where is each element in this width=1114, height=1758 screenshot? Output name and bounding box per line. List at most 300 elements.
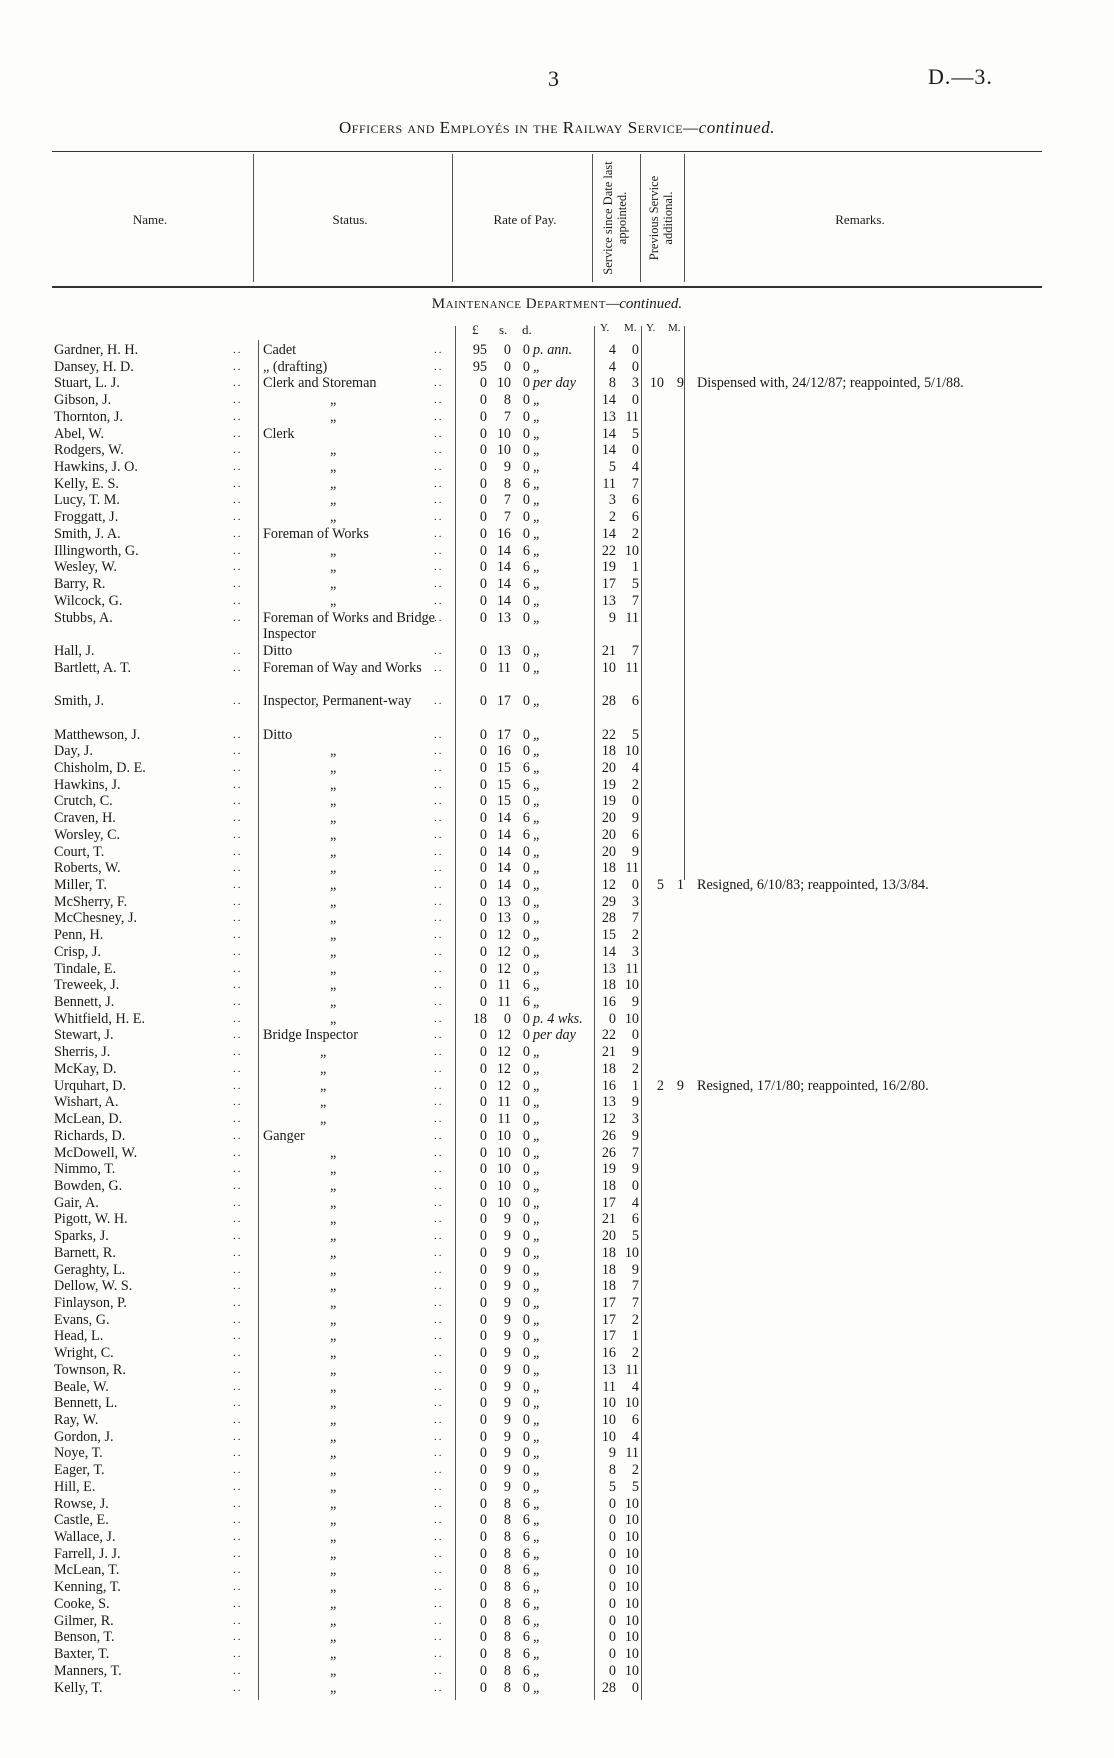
pay-pounds: 0	[479, 1679, 487, 1696]
pay-shillings: 14	[496, 576, 511, 593]
service-years: 8	[608, 375, 616, 392]
employee-name: Manners, T.	[54, 1662, 122, 1679]
employee-name: Lucy, T. M.	[54, 492, 120, 509]
leader-dots: ..	[434, 1213, 444, 1226]
employee-status: „	[330, 1010, 337, 1027]
pay-pence: 0	[522, 408, 530, 425]
leader-dots: ..	[434, 1079, 444, 1092]
service-years: 4	[608, 358, 616, 375]
employee-name: Evans, G.	[54, 1311, 110, 1328]
service-months: 11	[625, 1361, 639, 1378]
table-row	[0, 1613, 1114, 1630]
table-row	[0, 342, 1114, 359]
employee-name: McLean, D.	[54, 1111, 123, 1128]
table-row	[0, 1479, 1114, 1496]
pay-period: „	[533, 759, 541, 776]
pay-pounds: 0	[479, 1378, 487, 1395]
pay-period: „	[533, 1311, 541, 1328]
service-years: 10	[601, 1395, 616, 1412]
table-row	[0, 426, 1114, 443]
service-years: 26	[601, 1127, 616, 1144]
service-years: 16	[601, 1077, 616, 1094]
leader-dots: ..	[434, 511, 444, 524]
pay-shillings: 9	[503, 1211, 511, 1228]
leader-dots: ..	[434, 945, 444, 958]
leader-dots: ..	[233, 795, 243, 808]
service-months: 6	[631, 492, 639, 509]
employee-name: Gordon, J.	[54, 1428, 114, 1445]
pay-period: „	[533, 1612, 541, 1629]
service-years: 17	[601, 1294, 616, 1311]
service-months: 4	[631, 759, 639, 776]
service-years: 17	[601, 1328, 616, 1345]
leader-dots: ..	[233, 912, 243, 925]
service-years: 9	[608, 609, 616, 626]
employee-status: „	[330, 542, 337, 559]
table-row	[0, 1111, 1114, 1128]
service-years: 28	[601, 1679, 616, 1696]
service-months: 1	[631, 559, 639, 576]
pay-shillings: 9	[503, 459, 511, 476]
service-months: 9	[631, 1127, 639, 1144]
previous-years: 10	[649, 375, 664, 392]
service-years: 21	[601, 642, 616, 659]
table-row	[0, 793, 1114, 810]
pay-period: „	[533, 1478, 541, 1495]
leader-dots: ..	[434, 1313, 444, 1326]
leader-dots: ..	[233, 1447, 243, 1460]
leader-dots: ..	[233, 745, 243, 758]
leader-dots: ..	[434, 1631, 444, 1644]
table-row	[0, 1094, 1114, 1111]
leader-dots: ..	[434, 1430, 444, 1443]
header-divider	[253, 154, 254, 282]
service-months: 3	[631, 893, 639, 910]
table-row	[0, 743, 1114, 760]
leader-dots: ..	[233, 594, 243, 607]
service-months: 11	[625, 609, 639, 626]
table-row	[0, 1262, 1114, 1279]
header-top-rule	[52, 151, 1042, 152]
employee-name: Hawkins, J.	[54, 776, 121, 793]
employee-name: Bowden, G.	[54, 1177, 123, 1194]
table-row	[0, 910, 1114, 927]
service-years: 0	[608, 1612, 616, 1629]
table-row	[0, 1562, 1114, 1579]
service-years: 20	[601, 810, 616, 827]
table-row	[0, 1646, 1114, 1663]
leader-dots: ..	[434, 1664, 444, 1677]
pay-shillings: 8	[503, 1612, 511, 1629]
employee-name: Bartlett, A. T.	[54, 659, 132, 676]
pay-shillings: 11	[497, 1111, 511, 1128]
employee-status: „	[330, 475, 337, 492]
leader-dots: ..	[434, 1146, 444, 1159]
service-years: 13	[601, 1094, 616, 1111]
pay-pence: 0	[522, 1094, 530, 1111]
service-years: 28	[601, 693, 616, 710]
service-years: 19	[601, 1161, 616, 1178]
pay-pence: 0	[522, 860, 530, 877]
unit-previous-years: Y.	[646, 322, 656, 334]
employee-name: Dansey, H. D.	[54, 358, 134, 375]
service-years: 18	[601, 977, 616, 994]
pay-shillings: 11	[497, 1094, 511, 1111]
leader-dots: ..	[233, 1029, 243, 1042]
employee-name: Geraghty, L.	[54, 1261, 126, 1278]
leader-dots: ..	[233, 461, 243, 474]
employee-name: Kelly, E. S.	[54, 475, 119, 492]
pay-shillings: 9	[503, 1361, 511, 1378]
pay-pence: 0	[522, 509, 530, 526]
pay-period: „	[533, 1462, 541, 1479]
service-months: 0	[631, 1027, 639, 1044]
pay-period: p. ann.	[533, 342, 573, 358]
service-years: 14	[601, 442, 616, 459]
remarks: Dispensed with, 24/12/87; reappointed, 5/1/88.	[697, 375, 964, 392]
leader-dots: ..	[434, 1447, 444, 1460]
leader-dots: ..	[434, 1497, 444, 1510]
pay-shillings: 12	[496, 960, 511, 977]
pay-period: „	[533, 358, 541, 375]
title-main: Officers and Employés in the Railway Service	[339, 118, 684, 137]
employee-name: Whitfield, H. E.	[54, 1010, 146, 1027]
pay-pounds: 0	[479, 1428, 487, 1445]
service-months: 1	[631, 1077, 639, 1094]
leader-dots: ..	[233, 1096, 243, 1109]
pay-shillings: 11	[497, 994, 511, 1011]
pay-shillings: 9	[503, 1328, 511, 1345]
pay-period: „	[533, 693, 541, 710]
service-months: 9	[631, 1161, 639, 1178]
table-row	[0, 1161, 1114, 1178]
pay-shillings: 12	[496, 1027, 511, 1044]
leader-dots: ..	[434, 745, 444, 758]
pay-pounds: 0	[479, 693, 487, 710]
pay-pence: 0	[522, 592, 530, 609]
service-months: 5	[631, 1228, 639, 1245]
pay-pounds: 0	[479, 893, 487, 910]
leader-dots: ..	[434, 394, 444, 407]
leader-dots: ..	[233, 1330, 243, 1343]
pay-pence: 0	[522, 843, 530, 860]
pay-period: „	[533, 1629, 541, 1646]
column-header-previous: Previous Service additional.	[647, 175, 675, 261]
pay-pounds: 0	[479, 1244, 487, 1261]
employee-status: „	[330, 759, 337, 776]
pay-shillings: 9	[503, 1244, 511, 1261]
header-divider	[640, 154, 641, 282]
pay-pounds: 0	[479, 392, 487, 409]
service-months: 11	[625, 860, 639, 877]
employee-name: Head, L.	[54, 1328, 104, 1345]
pay-period: „	[533, 1378, 541, 1395]
leader-dots: ..	[233, 410, 243, 423]
service-months: 4	[631, 459, 639, 476]
leader-dots: ..	[233, 561, 243, 574]
pay-pounds: 0	[479, 977, 487, 994]
leader-dots: ..	[233, 444, 243, 457]
employee-status: Inspector, Permanent-way	[263, 693, 412, 710]
service-months: 4	[631, 1428, 639, 1445]
pay-period: „	[533, 743, 541, 760]
leader-dots: ..	[434, 1547, 444, 1560]
employee-status: „	[330, 1629, 337, 1646]
employee-name: Wilcock, G.	[54, 592, 123, 609]
employee-name: Smith, J.	[54, 693, 105, 710]
table-row	[0, 409, 1114, 426]
pay-shillings: 13	[496, 910, 511, 927]
service-months: 6	[631, 693, 639, 710]
pay-pounds: 0	[479, 843, 487, 860]
service-months: 7	[631, 592, 639, 609]
pay-period: „	[533, 525, 541, 542]
pay-pence: 6	[522, 994, 530, 1011]
pay-pounds: 0	[479, 1545, 487, 1562]
employee-name: Wallace, J.	[54, 1529, 116, 1546]
service-years: 13	[601, 1361, 616, 1378]
leader-dots: ..	[233, 1480, 243, 1493]
pay-pounds: 0	[479, 810, 487, 827]
leader-dots: ..	[233, 1313, 243, 1326]
pay-pounds: 0	[479, 826, 487, 843]
pay-period: „	[533, 1662, 541, 1679]
leader-dots: ..	[233, 1497, 243, 1510]
employee-status: „	[330, 1261, 337, 1278]
service-months: 11	[625, 408, 639, 425]
service-months: 10	[624, 1512, 639, 1529]
employee-name: Baxter, T.	[54, 1646, 110, 1663]
pay-period: „	[533, 860, 541, 877]
pay-period: „	[533, 977, 541, 994]
leader-dots: ..	[233, 377, 243, 390]
employee-status: „	[330, 1646, 337, 1663]
pay-period: „	[533, 1060, 541, 1077]
employee-status: „	[330, 776, 337, 793]
service-years: 21	[601, 1044, 616, 1061]
pay-pounds: 0	[479, 1412, 487, 1428]
service-months: 10	[624, 1579, 639, 1596]
leader-dots: ..	[434, 812, 444, 825]
employee-name: Wishart, A.	[54, 1094, 119, 1111]
leader-dots: ..	[434, 661, 444, 674]
leader-dots: ..	[233, 1129, 243, 1142]
pay-pounds: 0	[479, 1261, 487, 1278]
service-months: 7	[631, 642, 639, 659]
pay-pence: 6	[522, 759, 530, 776]
pay-pence: 0	[522, 726, 530, 743]
employee-status: „	[330, 1228, 337, 1245]
pay-period: „	[533, 1412, 541, 1428]
service-months: 7	[631, 475, 639, 492]
leader-dots: ..	[434, 1597, 444, 1610]
leader-dots: ..	[434, 979, 444, 992]
pay-shillings: 0	[503, 358, 511, 375]
service-years: 8	[608, 1462, 616, 1479]
employee-name: Barry, R.	[54, 576, 106, 593]
pay-shillings: 12	[496, 1044, 511, 1061]
employee-name: Crisp, J.	[54, 943, 101, 960]
previous-months: 1	[676, 877, 684, 893]
service-years: 4	[608, 342, 616, 358]
service-months: 3	[631, 943, 639, 960]
service-years: 17	[601, 1194, 616, 1211]
pay-pence: 6	[522, 810, 530, 827]
pay-shillings: 10	[496, 1161, 511, 1178]
pay-shillings: 9	[503, 1478, 511, 1495]
employee-name: Treweek, J.	[54, 977, 120, 994]
table-row	[0, 1680, 1114, 1697]
pay-pounds: 18	[472, 1010, 487, 1027]
employee-status: „	[330, 1512, 337, 1529]
employee-name: Castle, E.	[54, 1512, 109, 1529]
table-row	[0, 1529, 1114, 1546]
pay-pence: 6	[522, 1512, 530, 1529]
leader-dots: ..	[434, 1246, 444, 1259]
table-row	[0, 359, 1114, 376]
service-years: 12	[601, 1111, 616, 1128]
service-years: 12	[601, 877, 616, 893]
employee-name: Bennett, L.	[54, 1395, 118, 1412]
service-months: 0	[631, 877, 639, 893]
pay-pounds: 0	[479, 492, 487, 509]
service-years: 19	[601, 559, 616, 576]
pay-pence: 6	[522, 1545, 530, 1562]
service-years: 20	[601, 826, 616, 843]
previous-months: 9	[676, 375, 684, 392]
leader-dots: ..	[233, 1664, 243, 1677]
pay-pence: 6	[522, 542, 530, 559]
employee-name: Benson, T.	[54, 1629, 115, 1646]
leader-dots: ..	[434, 996, 444, 1009]
service-years: 0	[608, 1662, 616, 1679]
pay-shillings: 10	[496, 442, 511, 459]
service-months: 10	[624, 1662, 639, 1679]
employee-name: Gardner, H. H.	[54, 342, 139, 358]
employee-status: „	[320, 1094, 327, 1111]
employee-status: „	[330, 509, 337, 526]
table-row	[0, 375, 1114, 392]
table-row	[0, 1328, 1114, 1345]
employee-name: Froggatt, J.	[54, 509, 119, 526]
pay-pence: 0	[522, 743, 530, 760]
pay-shillings: 8	[503, 1512, 511, 1529]
leader-dots: ..	[233, 1531, 243, 1544]
pay-pence: 0	[522, 1328, 530, 1345]
pay-shillings: 7	[503, 408, 511, 425]
table-row	[0, 1345, 1114, 1362]
leader-dots: ..	[434, 862, 444, 875]
pay-period: „	[533, 1278, 541, 1295]
leader-dots: ..	[233, 1363, 243, 1376]
table-row	[0, 1044, 1114, 1061]
service-years: 29	[601, 893, 616, 910]
table-row	[0, 760, 1114, 777]
service-years: 22	[601, 726, 616, 743]
pay-pounds: 0	[479, 1662, 487, 1679]
employee-status: „	[320, 1044, 327, 1061]
pay-shillings: 11	[497, 977, 511, 994]
leader-dots: ..	[434, 1464, 444, 1477]
employee-status: „	[330, 826, 337, 843]
pay-pounds: 0	[479, 1144, 487, 1161]
pay-pence: 6	[522, 576, 530, 593]
employee-status: Clerk and Storeman	[263, 375, 377, 392]
service-years: 10	[601, 659, 616, 676]
pay-pence: 0	[522, 1361, 530, 1378]
pay-pence: 0	[522, 1378, 530, 1395]
leader-dots: ..	[233, 511, 243, 524]
pay-pence: 0	[522, 943, 530, 960]
table-row	[0, 961, 1114, 978]
page-title	[0, 118, 1114, 138]
pay-pounds: 0	[479, 1462, 487, 1479]
leader-dots: ..	[233, 1397, 243, 1410]
pay-pounds: 0	[479, 1060, 487, 1077]
service-years: 22	[601, 542, 616, 559]
employee-name: Penn, H.	[54, 927, 104, 944]
table-row	[0, 1061, 1114, 1078]
service-months: 10	[624, 1562, 639, 1579]
leader-dots: ..	[434, 962, 444, 975]
pay-shillings: 7	[503, 509, 511, 526]
pay-period: „	[533, 1194, 541, 1211]
service-months: 6	[631, 509, 639, 526]
pay-shillings: 8	[503, 1579, 511, 1596]
table-row	[0, 1145, 1114, 1162]
pay-pence: 6	[522, 1662, 530, 1679]
employee-name: Townson, R.	[54, 1361, 126, 1378]
pay-pounds: 0	[479, 1161, 487, 1178]
employee-name: Crutch, C.	[54, 793, 113, 810]
pay-period: „	[533, 893, 541, 910]
pay-pence: 0	[522, 1010, 530, 1027]
leader-dots: ..	[233, 945, 243, 958]
leader-dots: ..	[434, 494, 444, 507]
employee-name: Smith, J. A.	[54, 525, 121, 542]
employee-name: McChesney, J.	[54, 910, 138, 927]
leader-dots: ..	[434, 1614, 444, 1627]
pay-period: „	[533, 542, 541, 559]
pay-pence: 0	[522, 342, 530, 358]
pay-pence: 0	[522, 1211, 530, 1228]
service-years: 0	[608, 1579, 616, 1596]
pay-pence: 0	[522, 659, 530, 676]
pay-period: „	[533, 1211, 541, 1228]
leader-dots: ..	[233, 1547, 243, 1560]
employee-name: Thornton, J.	[54, 408, 123, 425]
pay-shillings: 9	[503, 1445, 511, 1462]
pay-period: „	[533, 843, 541, 860]
pay-pounds: 0	[479, 375, 487, 392]
pay-period: p. 4 wks.	[533, 1010, 583, 1027]
employee-status: „	[330, 1662, 337, 1679]
pay-period: „	[533, 392, 541, 409]
leader-dots: ..	[434, 728, 444, 741]
pay-pounds: 0	[479, 1361, 487, 1378]
employee-status: Clerk	[263, 425, 295, 442]
pay-pounds: 0	[479, 1345, 487, 1362]
leader-dots: ..	[233, 1347, 243, 1360]
employee-status: „	[330, 977, 337, 994]
leader-dots: ..	[434, 444, 444, 457]
employee-status: „	[330, 392, 337, 409]
pay-pence: 0	[522, 492, 530, 509]
service-months: 6	[631, 1412, 639, 1428]
pay-shillings: 17	[496, 693, 511, 710]
pay-pounds: 0	[479, 509, 487, 526]
leader-dots: ..	[434, 1330, 444, 1343]
